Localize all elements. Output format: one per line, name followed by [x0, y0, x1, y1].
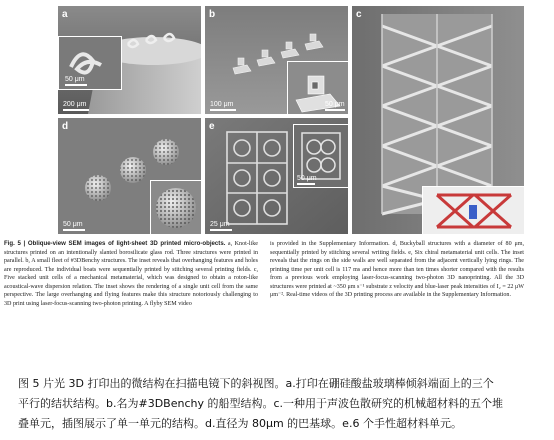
- panel-e-inset-scale-bar: [297, 175, 317, 185]
- panel-a-label: a: [62, 9, 68, 20]
- panel-b-benchy-boats: [205, 6, 348, 114]
- panel-e-scale-bar: [210, 221, 232, 231]
- panel-d-scale-bar: [63, 221, 85, 231]
- panel-e-inset: [293, 124, 348, 188]
- figure-caption-chinese: [18, 374, 528, 434]
- panel-a-scale-bar: [63, 101, 89, 111]
- panel-a-inset-scale-label: 50 μm: [65, 76, 85, 83]
- panel-d-inset: [150, 180, 201, 234]
- chinese-caption-line-2: 平行的结状结构。b.名为#3DBenchy 的船型结构。c.一种用于声波色散研究的机械超材料的五个堆: [18, 397, 504, 410]
- panel-b-inset-scale-label: 50 μm: [325, 101, 345, 108]
- panel-c-inset-render: [422, 186, 524, 234]
- chinese-caption-line-3: 叠单元，插图展示了单一单元的结构。d.直径为 80μm 的巴基球。e.6 个手性超材料单元。: [18, 417, 462, 430]
- panel-e-chiral-metamaterial: [205, 118, 348, 234]
- caption-title: Fig. 5 | Oblique-view SEM images of light-sheet 3D printed micro-objects.: [4, 240, 226, 247]
- panel-e-label: e: [209, 121, 215, 132]
- panel-b-scale-label: 100 μm: [210, 101, 234, 108]
- panel-a-inset: [58, 36, 122, 90]
- panel-d-inset-image: [151, 181, 201, 234]
- panel-c-metamaterial-stack: [352, 6, 524, 234]
- panel-b-inset-scale-bar: [325, 101, 345, 111]
- panel-d-label: d: [62, 121, 69, 132]
- panel-c-label: c: [356, 9, 362, 20]
- caption-right-body: is provided in the Supplementary Information. d, Buckyball structures with a diameter of 80 μm, sequentially printed by stitching several writing fields. e, Six chiral metamaterial unit cells. The inset reveals that the rings on the side walls are well separated from the adjacent vertically lying rings. The printing time per unit cell is 117 ms and hence more than ten times shorter compared with the results from a previous work employing laser-focus-scanning two-photon 3D nanoprinting. All the 3D structures were printed at ~350 μm s⁻¹ substrate z velocity and blue-laser peak intensities of I₂ = 22 μW μm⁻². Real-time videos of the 3D printing process are available in the Supplementary Information.: [270, 241, 524, 299]
- panel-e-inset-scale-label: 50 μm: [297, 175, 317, 182]
- caption-right-column: [270, 240, 524, 300]
- panel-d-scale-label: 50 μm: [63, 221, 83, 228]
- panel-b-inset: [287, 61, 348, 114]
- chinese-caption-line-1: 图 5 片光 3D 打印出的微结构在扫描电镜下的斜视图。a.打印在硼硅酸盐玻璃棒倾斜端面上的三个: [18, 377, 494, 390]
- panel-a-knot-structures: [58, 6, 201, 114]
- panel-b-scale-bar: [210, 101, 236, 111]
- caption-left-column: [4, 240, 258, 308]
- panel-c-inset-image: [423, 187, 524, 234]
- panel-a-inset-scale-bar: [65, 76, 87, 86]
- panel-e-scale-label: 25 μm: [210, 221, 230, 228]
- panel-b-label: b: [209, 9, 216, 20]
- panel-d-buckyballs: [58, 118, 201, 234]
- caption-left-body: a, Knot-like structures printed on an intentionally slanted borosilicate glass rod. Three structures were printed in parallel. b, A small fleet of #3DBenchy structures. The inset reveals that overhanging features and holes are reproduced. The individual boats were sequentially printed by stitching several printing fields. c, Five stacked unit cells of a mechanical metamaterial, which was designed to obtain a roton-like acoustical-wave dispersion relation. The inset shows the rendering of a single unit cell from the same perspective. The large overhanging and flying features make this structure notoriously challenging to 3D print using laser-focus-scanning two-photon printing. A flyby SEM video: [4, 241, 258, 307]
- figure-caption-english: [4, 240, 526, 352]
- panel-a-scale-label: 200 μm: [63, 101, 87, 108]
